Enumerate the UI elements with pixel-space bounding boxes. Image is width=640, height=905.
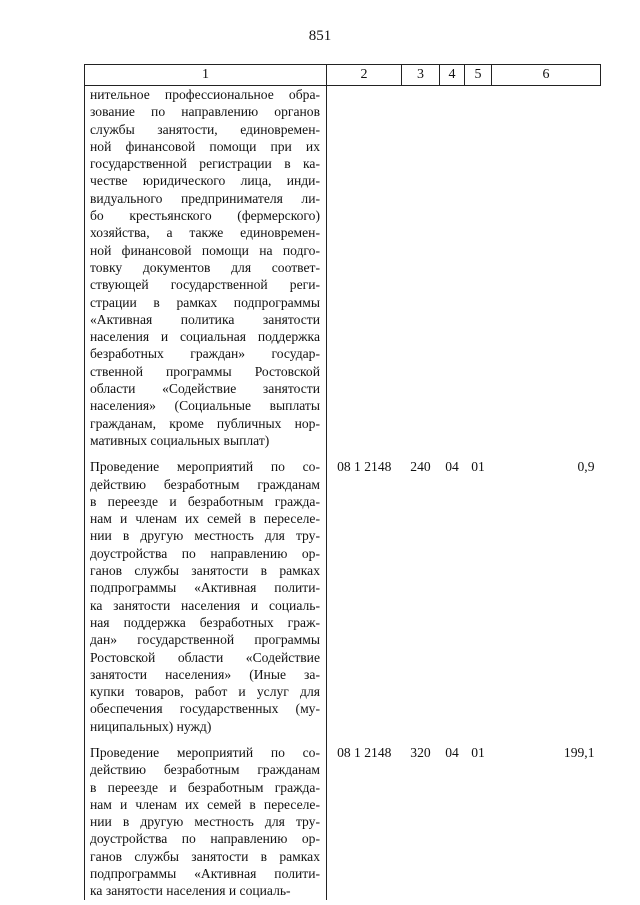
description-line: безработных граждан» государ- xyxy=(90,346,320,362)
description-line: ной финансовой помощи при их xyxy=(90,138,320,154)
section-code: 04 xyxy=(445,744,459,760)
description-line: подпрограммы «Активная полити- xyxy=(90,866,320,882)
description-line: хозяйства, а также единовремен- xyxy=(90,225,320,241)
target-article-code xyxy=(327,86,402,450)
description-line: государственной регистрации в ка- xyxy=(90,156,320,172)
description-line: видуального предпринимателя ли- xyxy=(90,190,320,206)
description-line: мативных социальных выплат) xyxy=(90,432,270,448)
description-line: зование по направлению органов xyxy=(90,104,320,120)
section-code xyxy=(440,86,465,450)
budget-table xyxy=(84,64,601,900)
description-line: подпрограммы «Активная полити- xyxy=(90,580,320,596)
amount xyxy=(492,86,601,450)
description-line: товку документов для соответ- xyxy=(90,259,320,275)
description-line: «Активная политика занятости xyxy=(90,311,320,327)
expense-type-code: 240 xyxy=(410,459,431,475)
description-line: ганов службы занятости в рамках xyxy=(90,848,320,864)
expense-type-code: 320 xyxy=(410,744,431,760)
description-line: ной финансовой помощи на подго- xyxy=(90,242,320,258)
description-line: ная поддержка безработных граж- xyxy=(90,614,320,630)
description-line: ка занятости населения и социаль- xyxy=(90,883,291,899)
description-line: действию безработным гражданам xyxy=(90,762,320,778)
description-line: Проведение мероприятий по со- xyxy=(90,459,320,475)
description-line: обеспечения государственных (му- xyxy=(90,701,320,717)
description-line: ганов службы занятости в рамках xyxy=(90,563,320,579)
section-code: 04 xyxy=(445,459,459,475)
description-line: ниципальных) нужд) xyxy=(90,718,212,734)
table-row xyxy=(85,449,601,735)
row-description xyxy=(85,449,327,735)
row-description xyxy=(85,86,327,450)
column-header-5: 5 xyxy=(465,65,492,86)
subsection-code: 01 xyxy=(471,459,485,475)
description-line: ствующей государственной реги- xyxy=(90,277,320,293)
description-line: Ростовской области «Содействие xyxy=(90,649,320,665)
target-article-code: 08 1 2148 xyxy=(337,459,392,475)
description-line: населения» (Социальные выплаты xyxy=(90,398,320,414)
column-header-3: 3 xyxy=(402,65,440,86)
description-line: действию безработным гражданам xyxy=(90,476,320,492)
column-header-2: 2 xyxy=(327,65,402,86)
description-line: страции в рамках подпрограммы xyxy=(90,294,320,310)
description-line: области «Содействие занятости xyxy=(90,381,320,397)
column-header-6: 6 xyxy=(492,65,601,86)
description-line: доустройства по направлению ор- xyxy=(90,831,320,847)
description-line: ка занятости населения и социаль- xyxy=(90,597,320,613)
subsection-code: 01 xyxy=(471,744,485,760)
table-row xyxy=(85,735,601,900)
subsection-code xyxy=(465,86,492,450)
description-line: нам и членам их семей в переселе- xyxy=(90,796,320,812)
description-line: в переезде и безработным гражда- xyxy=(90,779,320,795)
table-header-row xyxy=(85,65,601,86)
description-line: в переезде и безработным гражда- xyxy=(90,493,320,509)
description-line: доустройства по направлению ор- xyxy=(90,545,320,561)
description-line: нительное профессиональное обра- xyxy=(90,87,320,102)
column-header-4: 4 xyxy=(440,65,465,86)
row-description xyxy=(85,735,327,900)
description-line: нам и членам их семей в переселе- xyxy=(90,511,320,527)
description-line: Проведение мероприятий по со- xyxy=(90,744,320,760)
description-line: купки товаров, работ и услуг для xyxy=(90,684,320,700)
description-line: населения и социальная поддержка xyxy=(90,329,320,345)
amount: 199,1 xyxy=(563,744,595,760)
description-line: ственной программы Ростовской xyxy=(90,363,320,379)
description-line: нии в другую местность для тру- xyxy=(90,814,320,830)
column-header-1: 1 xyxy=(85,65,327,86)
description-line: бо крестьянского (фермерского) xyxy=(90,208,320,224)
description-line: гражданам, кроме публичных нор- xyxy=(90,415,320,431)
description-line: нии в другую местность для тру- xyxy=(90,528,320,544)
amount: 0,9 xyxy=(577,459,595,475)
page-number: 851 xyxy=(308,28,332,44)
table-row xyxy=(85,86,601,450)
target-article-code: 08 1 2148 xyxy=(337,744,392,760)
description-line: службы занятости, единовремен- xyxy=(90,121,320,137)
expense-type-code xyxy=(402,86,440,450)
description-line: дан» государственной программы xyxy=(90,632,320,648)
description-line: честве юридического лица, инди- xyxy=(90,173,320,189)
description-line: занятости населения» (Иные за- xyxy=(90,666,320,682)
